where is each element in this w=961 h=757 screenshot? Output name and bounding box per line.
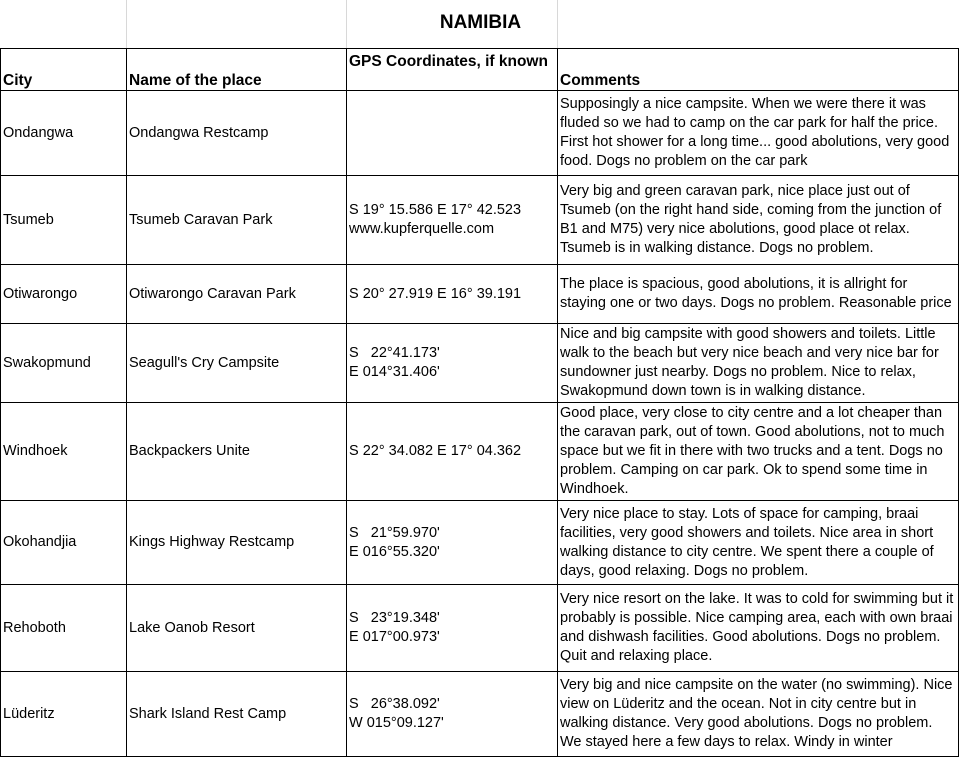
gps-line-1: S 19° 15.586 E 17° 42.523 (349, 202, 522, 218)
city-cell[interactable]: Tsumeb (1, 176, 127, 265)
gps-line-2: E 016°55.320' (349, 543, 440, 560)
gps-line-2: W 015°09.127' (349, 715, 444, 731)
header-comments[interactable]: Comments (558, 49, 959, 91)
comment-cell[interactable]: Supposingly a nice campsite. When we were there it was fluded so we had to camp on the car park for half the price. First hot shower for a long time... good abolutions, very good food. Dogs no problem on the car park (558, 91, 959, 176)
comment-cell[interactable]: Very big and green caravan park, nice place just out of Tsumeb (on the right hand side, coming from the junction of B1 and M75) very nice abolutions, good place ot relax. Tsumeb is in walking distance. Dogs no problem. (558, 176, 959, 265)
place-cell[interactable]: Otiwarongo Caravan Park (127, 265, 347, 324)
gps-cell[interactable] (347, 403, 558, 501)
gps-line-2: www.kupferquelle.com (349, 221, 495, 237)
table-row (1, 403, 959, 501)
gps-cell[interactable] (347, 176, 558, 265)
header-row (1, 49, 959, 91)
city-cell[interactable]: Otiwarongo (1, 265, 127, 324)
table-row (1, 585, 959, 672)
header-city[interactable]: City (1, 49, 127, 91)
city-cell[interactable]: Okohandjia (1, 501, 127, 585)
table-row (1, 501, 959, 585)
gps-line-1: S 20° 27.919 E 16° 39.191 (349, 285, 522, 302)
header-place[interactable]: Name of the place (127, 49, 347, 91)
comment-cell[interactable]: Very nice resort on the lake. It was to cold for swimming but it probably is possible. Nice camping area, each with own braai and dishwash facilities. Good abolutions. Dogs no problem. Quit and relaxing place. (558, 585, 959, 672)
city-cell[interactable]: Lüderitz (1, 672, 127, 757)
gps-line-1: S 22°41.173' (349, 345, 440, 361)
gps-line-2: E 017°00.973' (349, 629, 440, 645)
gps-cell[interactable] (347, 585, 558, 672)
table-row (1, 91, 959, 176)
place-cell[interactable]: Tsumeb Caravan Park (127, 176, 347, 265)
gps-line-1: S 21°59.970' (349, 524, 440, 541)
city-cell[interactable]: Ondangwa (1, 91, 127, 176)
gps-line-2: E 014°31.406' (349, 364, 440, 380)
campsite-table (0, 48, 959, 757)
place-cell[interactable]: Seagull's Cry Campsite (127, 324, 347, 403)
place-cell[interactable]: Backpackers Unite (127, 403, 347, 501)
table-row (1, 265, 959, 324)
table-row (1, 176, 959, 265)
place-cell[interactable]: Ondangwa Restcamp (127, 91, 347, 176)
city-cell[interactable]: Windhoek (1, 403, 127, 501)
comment-cell[interactable]: Very nice place to stay. Lots of space for camping, braai facilities, very good showers and toilets. Nice area in short walking distance to city centre. We spent there a couple of days, good relaxing. Dogs no problem. (558, 501, 959, 585)
gps-line-1: S 26°38.092' (349, 696, 440, 712)
table-row (1, 672, 959, 757)
page-title: NAMIBIA (439, 12, 522, 33)
gps-cell[interactable] (347, 501, 558, 585)
gps-line-1: S 22° 34.082 E 17° 04.362 (349, 443, 522, 459)
city-cell[interactable]: Rehoboth (1, 585, 127, 672)
comment-cell[interactable]: The place is spacious, good abolutions, it is allright for staying one or two days. Dogs no problem. Reasonable price (558, 265, 959, 324)
gps-line-1: S 23°19.348' (349, 610, 440, 626)
header-gps[interactable]: GPS Coordinates, if known (347, 49, 558, 91)
comment-cell[interactable]: Very big and nice campsite on the water (no swimming). Nice view on Lüderitz and the ocean. Not in city centre but in walking distance. Very good abolutions. Dogs no problem. We stayed here a few days to relax. Windy in winter (558, 672, 959, 757)
gps-cell[interactable] (347, 91, 558, 176)
gps-cell[interactable] (347, 672, 558, 757)
place-cell[interactable]: Shark Island Rest Camp (127, 672, 347, 757)
table-row (1, 324, 959, 403)
gps-cell[interactable] (347, 265, 558, 324)
comment-cell[interactable]: Nice and big campsite with good showers and toilets. Little walk to the beach but very nice beach and very nice bar for sundowner just nearby. Dogs no problem. Nice to relax, Swakopmund down town is in walking distance. (558, 324, 959, 403)
place-cell[interactable]: Lake Oanob Resort (127, 585, 347, 672)
gps-cell[interactable] (347, 324, 558, 403)
place-cell[interactable]: Kings Highway Restcamp (127, 501, 347, 585)
comment-cell[interactable]: Good place, very close to city centre and a lot cheaper than the caravan park, out of town. Good abolutions, not to much space but we fit in there with two trucks and a tent. Dogs no problem. Camping on car park. Ok to spend some time in Windhoek. (558, 403, 959, 501)
city-cell[interactable]: Swakopmund (1, 324, 127, 403)
